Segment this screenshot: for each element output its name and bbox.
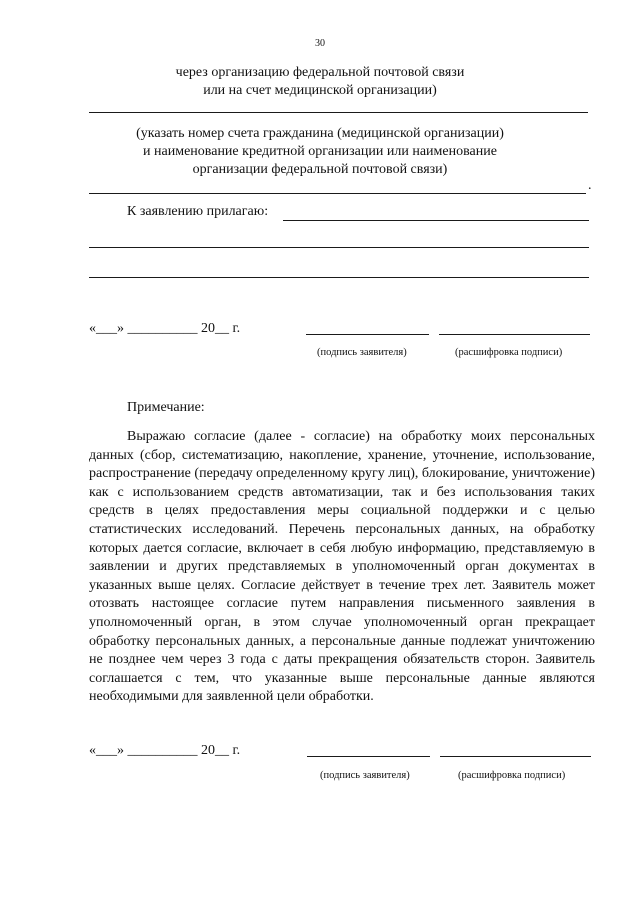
attachments-field-line-1[interactable] [283, 220, 589, 221]
account-note-line-3: организации федеральной почтовой связи) [192, 162, 448, 177]
note-heading: Примечание: [127, 400, 205, 415]
bank-name-line[interactable] [89, 193, 586, 194]
account-note-line-2: и наименование кредитной организации или наименование [143, 144, 497, 159]
account-number-line[interactable] [89, 112, 588, 113]
attachments-field-line-3[interactable] [89, 277, 589, 278]
date-field-2[interactable]: «___» __________ 20__ г. [89, 743, 241, 758]
signature-line[interactable] [306, 334, 429, 335]
signature-decoding-line[interactable] [439, 334, 590, 335]
header-line-2: или на счет медицинской организации) [203, 83, 437, 98]
signature-caption: (подпись заявителя) [317, 347, 407, 358]
consent-paragraph: Выражаю согласие (далее - согласие) на обработку моих персональных данных (сбор, систематизацию, накопление, хранение, уточнение, использование, распространение (передачу определенному кругу лиц), блокирование, уничтожение) как с использованием средств автоматизации, так и без использования таких средств в целях предоставления меры социальной поддержки и с целью статистических исследований. Перечень персональных данных, на обработку которых дается согласие, включает в себя любую информацию, представляемую в заявлении и других представляемых в уполномоченный орган документах в указанных выше целях. Согласие действует в течение трех лет. Заявитель может отозвать настоящее согласие путем направления письменного заявления в уполномоченный орган, в этом случае уполномоченный орган прекращает обработку персональных данных, а персональные данные подлежат уничтожению не позднее чем через 3 года с даты прекращения обязательств сторон. Заявитель соглашается с тем, что указанные выше персональные данные являются необходимыми для заявленной цели обработки. [89, 429, 595, 705]
signature-decoding-line-2[interactable] [440, 756, 591, 757]
account-note-line-1: (указать номер счета гражданина (медицинской организации) [136, 126, 504, 141]
signature-decoding-caption-2: (расшифровка подписи) [458, 770, 566, 781]
header-line-1: через организацию федеральной почтовой связи [175, 65, 465, 80]
signature-decoding-caption: (расшифровка подписи) [455, 347, 563, 358]
attachments-label: К заявлению прилагаю: [127, 204, 269, 219]
date-field[interactable]: «___» __________ 20__ г. [89, 321, 241, 336]
attachments-field-line-2[interactable] [89, 247, 589, 248]
signature-line-2[interactable] [307, 756, 430, 757]
line-end-period: . [588, 178, 592, 193]
consent-text [89, 428, 595, 707]
signature-caption-2: (подпись заявителя) [320, 770, 410, 781]
page-number: 30 [315, 38, 325, 49]
